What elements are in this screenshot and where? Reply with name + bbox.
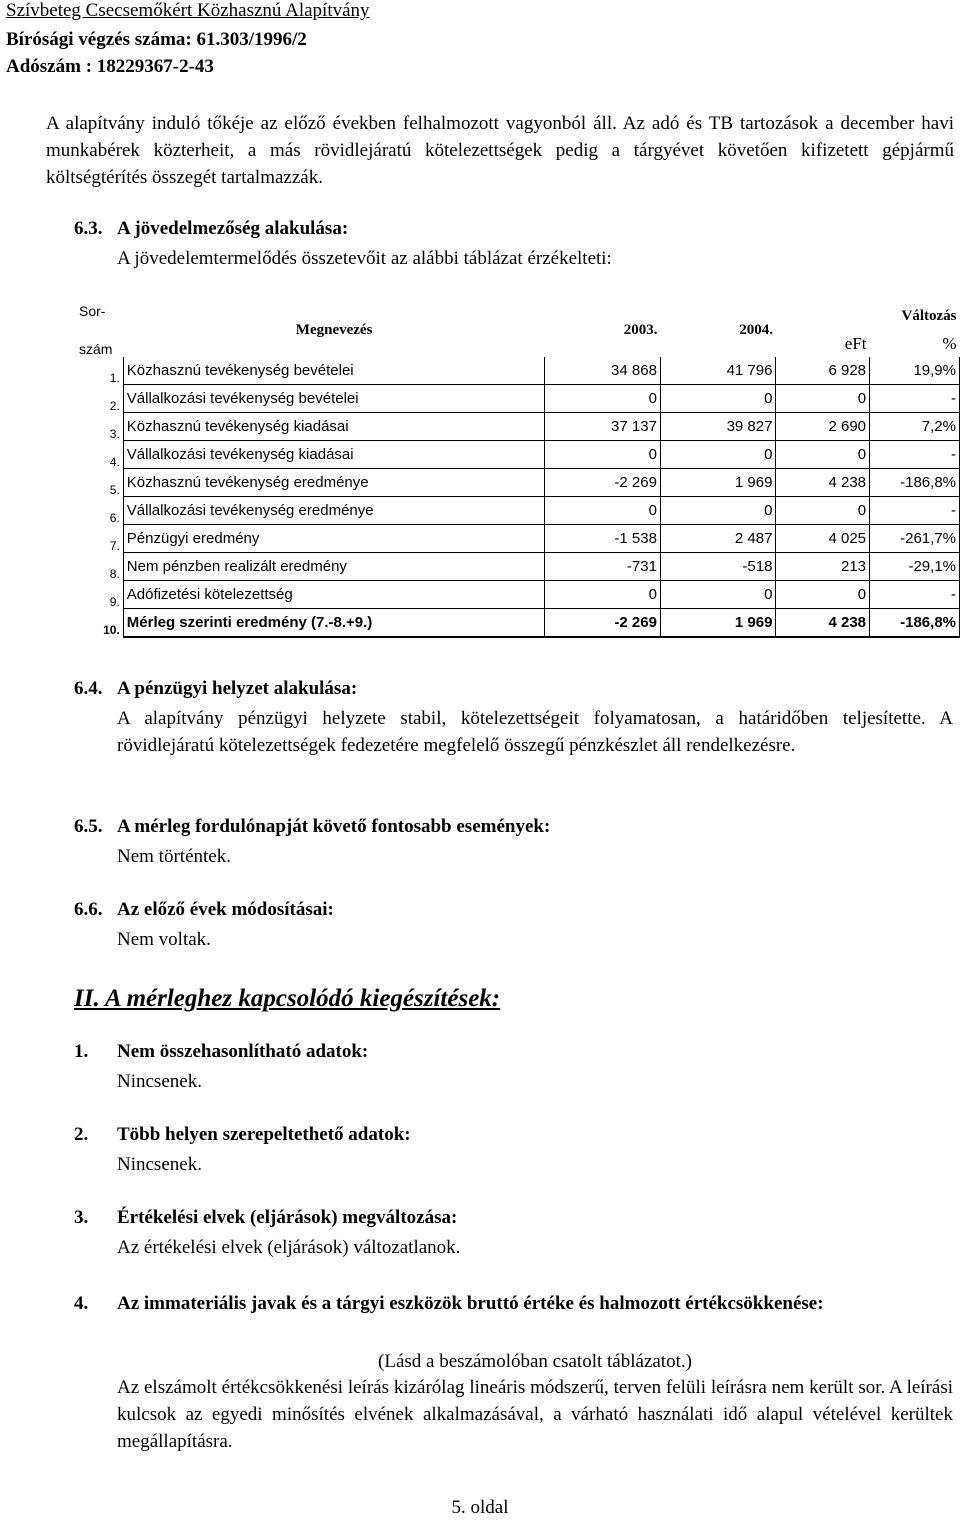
row-change-pct: -186,8% xyxy=(870,469,960,497)
row-number: 4. xyxy=(109,454,120,469)
table-row xyxy=(76,553,960,581)
row-change-eft: 0 xyxy=(776,497,870,525)
row-2003: 0 xyxy=(545,385,661,413)
section-title: A mérleg fordulónapját követő fontosabb események: xyxy=(117,816,551,837)
row-number: 9. xyxy=(109,594,120,609)
row-2003: -731 xyxy=(545,553,661,581)
item-title: Nem összehasonlítható adatok: xyxy=(117,1041,369,1062)
row-2003: 0 xyxy=(545,497,661,525)
table-row xyxy=(76,469,960,497)
row-2004: 2 487 xyxy=(660,525,776,553)
row-change-eft: 213 xyxy=(776,553,870,581)
table-row xyxy=(76,581,960,609)
header-eft: eFt xyxy=(844,333,867,353)
header-no-1: Sor- xyxy=(79,303,106,319)
item-3-text: Az értékelési elvek (eljárások) változatlanok. xyxy=(117,1237,461,1258)
item-title: Az immateriális javak és a tárgyi eszközök bruttó értéke és halmozott értékcsökkenése: xyxy=(117,1293,824,1314)
court-registration: Bírósági végzés száma: 61.303/1996/2 xyxy=(6,29,307,50)
item-3-heading xyxy=(74,1207,457,1229)
section-title: Az előző évek módosításai: xyxy=(117,899,334,920)
row-change-pct: - xyxy=(870,497,960,525)
section-6-5-text: Nem történtek. xyxy=(117,846,231,867)
section-6-6-text: Nem voltak. xyxy=(117,929,211,950)
section-number: 6.4. xyxy=(74,678,103,699)
page-number: 5. oldal xyxy=(451,1497,509,1518)
item-4-heading xyxy=(74,1290,910,1317)
intro-paragraph: A alapítvány induló tőkéje az előző években felhalmozott vagyonból áll. Az adó és TB tartozások a december havi munkabérek közterheit, a más rövidlejáratú kötelezettségek pedig a tárgyévet követően kifizetett gépjármű költségtérítés összegét tartalmazzák. xyxy=(46,113,954,188)
section-title: A pénzügyi helyzet alakulása: xyxy=(117,678,358,699)
row-change-pct: -186,8% xyxy=(870,609,960,638)
org-title: Szívbeteg Csecsemőkért Közhasznú Alapítvány xyxy=(6,0,370,21)
item-number: 2. xyxy=(74,1124,89,1145)
row-name: Mérleg szerinti eredmény (7.-8.+9.) xyxy=(123,609,545,638)
item-number: 4. xyxy=(74,1293,89,1314)
row-change-eft: 0 xyxy=(776,581,870,609)
profitability-table xyxy=(76,303,960,638)
table-row xyxy=(76,357,960,385)
section-number: 6.5. xyxy=(74,816,103,837)
header-name: Megnevezés xyxy=(295,321,373,338)
section-number: 6.6. xyxy=(74,899,103,920)
section-6-4-text: A alapítvány pénzügyi helyzete stabil, kötelezettségeit folyamatosan, a határidőben teljesítette. A rövidlejáratú kötelezettségek fedezetére megfelelő összegű pénzkészlet áll rendelkezésre. xyxy=(117,708,953,756)
row-change-eft: 4 238 xyxy=(776,609,870,638)
row-2003: -2 269 xyxy=(545,609,661,638)
table-header-row-1 xyxy=(76,303,960,330)
row-name: Adófizetési kötelezettség xyxy=(123,581,545,609)
header-2004: 2004. xyxy=(739,321,773,338)
item-title: Értékelési elvek (eljárások) megváltozása: xyxy=(117,1207,458,1228)
row-change-eft: 0 xyxy=(776,385,870,413)
row-2004: 39 827 xyxy=(660,413,776,441)
header-no-2: szám xyxy=(79,341,113,357)
item-2-heading xyxy=(74,1124,411,1146)
row-change-pct: -29,1% xyxy=(870,553,960,581)
item-1-heading xyxy=(74,1041,368,1063)
row-2003: 0 xyxy=(545,581,661,609)
section-6-5-heading xyxy=(74,816,550,838)
row-2003: -1 538 xyxy=(545,525,661,553)
row-2004: 41 796 xyxy=(660,357,776,385)
row-2003: 0 xyxy=(545,441,661,469)
row-2004: 1 969 xyxy=(660,469,776,497)
section-number: 6.3. xyxy=(74,218,103,239)
table-row xyxy=(76,385,960,413)
item-title: Több helyen szerepeltethető adatok: xyxy=(117,1124,411,1145)
row-change-pct: 19,9% xyxy=(870,357,960,385)
row-change-eft: 0 xyxy=(776,441,870,469)
row-change-eft: 4 238 xyxy=(776,469,870,497)
row-name: Pénzügyi eredmény xyxy=(123,525,545,553)
header-change: Változás xyxy=(901,308,957,324)
row-2003: -2 269 xyxy=(545,469,661,497)
row-name: Nem pénzben realizált eredmény xyxy=(123,553,545,581)
row-number: 3. xyxy=(109,426,120,441)
header-2003: 2003. xyxy=(623,321,658,338)
row-change-pct: - xyxy=(870,581,960,609)
item-4-text: Az elszámolt értékcsökkenési leírás kizárólag lineáris módszerű, terven felüli leírásra nem került sor. A leírási kulcsok az egyedi minősítés elvének alkalmazásával, a várható használati idő alapul vételével kerültek megállapításra. xyxy=(117,1377,953,1452)
row-change-pct: 7,2% xyxy=(870,413,960,441)
header-pct: % xyxy=(942,333,957,353)
section-6-6-heading xyxy=(74,899,334,921)
row-change-eft: 4 025 xyxy=(776,525,870,553)
row-2004: 0 xyxy=(660,581,776,609)
row-2004: 0 xyxy=(660,385,776,413)
row-name: Vállalkozási tevékenység bevételei xyxy=(123,385,545,413)
item-1-text: Nincsenek. xyxy=(117,1071,202,1092)
row-2004: 0 xyxy=(660,497,776,525)
row-number: 10. xyxy=(103,623,120,637)
section-title: A jövedelmezőség alakulása: xyxy=(117,218,349,239)
row-number: 2. xyxy=(109,398,120,413)
row-change-pct: -261,7% xyxy=(870,525,960,553)
table-row xyxy=(76,609,960,638)
item-number: 3. xyxy=(74,1207,89,1228)
row-number: 8. xyxy=(109,566,120,581)
table-row xyxy=(76,441,960,469)
section-6-3-heading xyxy=(74,218,348,240)
row-name: Vállalkozási tevékenység kiadásai xyxy=(123,441,545,469)
row-name: Közhasznú tevékenység kiadásai xyxy=(123,413,545,441)
table-row xyxy=(76,413,960,441)
item-2-text: Nincsenek. xyxy=(117,1154,202,1175)
row-number: 7. xyxy=(109,538,120,553)
row-change-eft: 2 690 xyxy=(776,413,870,441)
table-row xyxy=(76,497,960,525)
row-name: Közhasznú tevékenység bevételei xyxy=(123,357,545,385)
row-change-pct: - xyxy=(870,441,960,469)
row-number: 5. xyxy=(109,482,120,497)
row-number: 6. xyxy=(109,510,120,525)
row-name: Vállalkozási tevékenység eredménye xyxy=(123,497,545,525)
section-6-3-text: A jövedelemtermelődés összetevőit az alábbi táblázat érzékelteti: xyxy=(117,248,612,269)
row-number: 1. xyxy=(109,370,120,385)
row-2004: 0 xyxy=(660,441,776,469)
tax-number: Adószám : 18229367-2-43 xyxy=(6,56,214,77)
item-number: 1. xyxy=(74,1041,89,1062)
row-2004: -518 xyxy=(660,553,776,581)
row-change-eft: 6 928 xyxy=(776,357,870,385)
row-2003: 37 137 xyxy=(545,413,661,441)
row-2003: 34 868 xyxy=(545,357,661,385)
row-name: Közhasznú tevékenység eredménye xyxy=(123,469,545,497)
row-change-pct: - xyxy=(870,385,960,413)
table-row xyxy=(76,525,960,553)
section-6-4-heading xyxy=(74,678,357,700)
part-ii-title: II. A mérleghez kapcsolódó kiegészítések: xyxy=(74,985,501,1012)
item-4-reference: (Lásd a beszámolóban csatolt táblázatot.) xyxy=(378,1351,692,1372)
row-2004: 1 969 xyxy=(660,609,776,638)
